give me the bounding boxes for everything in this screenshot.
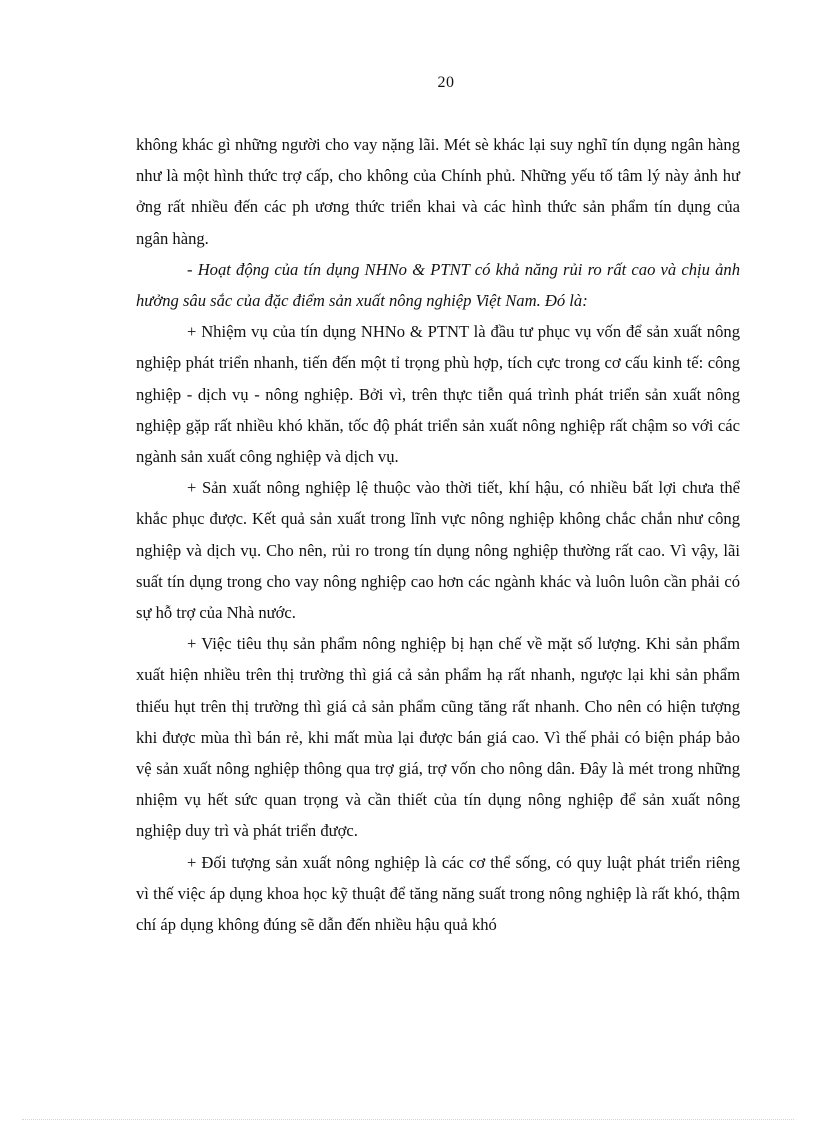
paragraph-continuation: không khác gì những người cho vay nặng lãi. Mét sè khác lại suy nghĩ tín dụng ngân hàng như là một hình thức trợ cấp, cho không của Chính phủ. Những yếu tố tâm lý này ảnh hư ởng rất nhiều đến các ph ương thức triển khai và các hình thức sản phẩm tín dụng của ngân hàng.	[136, 135, 740, 248]
paragraph-risk-intro: - Hoạt động của tín dụng NHNo & PTNT có khả năng rủi ro rất cao và chịu ảnh hưởng sâu sắc của đặc điểm sản xuất nông nghiệp Việt Nam. Đó là:	[136, 259, 740, 311]
paragraph-living-organisms: + Đối tượng sản xuất nông nghiệp là các cơ thể sống, có quy luật phát triển riêng vì thế việc áp dụng khoa học kỹ thuật để tăng năng suất trong nông nghiệp là rất khó, thậm chí áp dụng không đúng sẽ dẫn đến nhiều hậu quả khó	[136, 852, 740, 935]
paragraph-mission: + Nhiệm vụ của tín dụng NHNo & PTNT là đầu tư phục vụ vốn để sản xuất nông nghiệp phát triển nhanh, tiến đến một tỉ trọng phù hợp, tích cực trong cơ cấu kinh tế: công nghiệp - dịch vụ - nông nghiệp. Bởi vì, trên thực tiễn quá trình phát triển sản xuất nông nghiệp gặp rất nhiều khó khăn, tốc độ phát triển sản xuất nông nghiệp rất chậm so với các ngành sản xuất công nghiệp và dịch vụ.	[136, 322, 740, 467]
paragraph-consumption: + Việc tiêu thụ sản phẩm nông nghiệp bị hạn chế về mặt số lượng. Khi sản phẩm xuất hiện nhiều trên thị trường thì giá cả sản phẩm hạ rất nhanh, ngược lại khi sản phẩm thiếu hụt trên thị trường thì giá cả sản phẩm cũng tăng rất nhanh. Cho nên có hiện tượng khi được mùa thì bán rẻ, khi mất mùa lại được bán giá cao. Vì thế phải có biện pháp bảo vệ sản xuất nông nghiệp thông qua trợ giá, trợ vốn cho nông dân. Đây là mét trong những nhiệm vụ hết sức quan trọng và cần thiết của tín dụng nông nghiệp để sản xuất nông nghiệp duy trì và phát triển được.	[136, 634, 740, 841]
page-number: 20	[437, 74, 455, 91]
page-bottom-divider	[22, 1119, 794, 1120]
paragraph-weather-dependence: + Sản xuất nông nghiệp lệ thuộc vào thời tiết, khí hậu, có nhiều bất lợi chưa thể khắc phục được. Kết quả sản xuất trong lĩnh vực nông nghiệp không chắc chắn như công nghiệp và dịch vụ. Cho nên, rủi ro trong tín dụng nông nghiệp thường rất cao. Vì vậy, lãi suất tín dụng trong cho vay nông nghiệp cao hơn các ngành khác và luôn luôn cần phải có sự hỗ trợ của Nhà nước.	[136, 478, 740, 623]
body-text	[136, 129, 740, 940]
